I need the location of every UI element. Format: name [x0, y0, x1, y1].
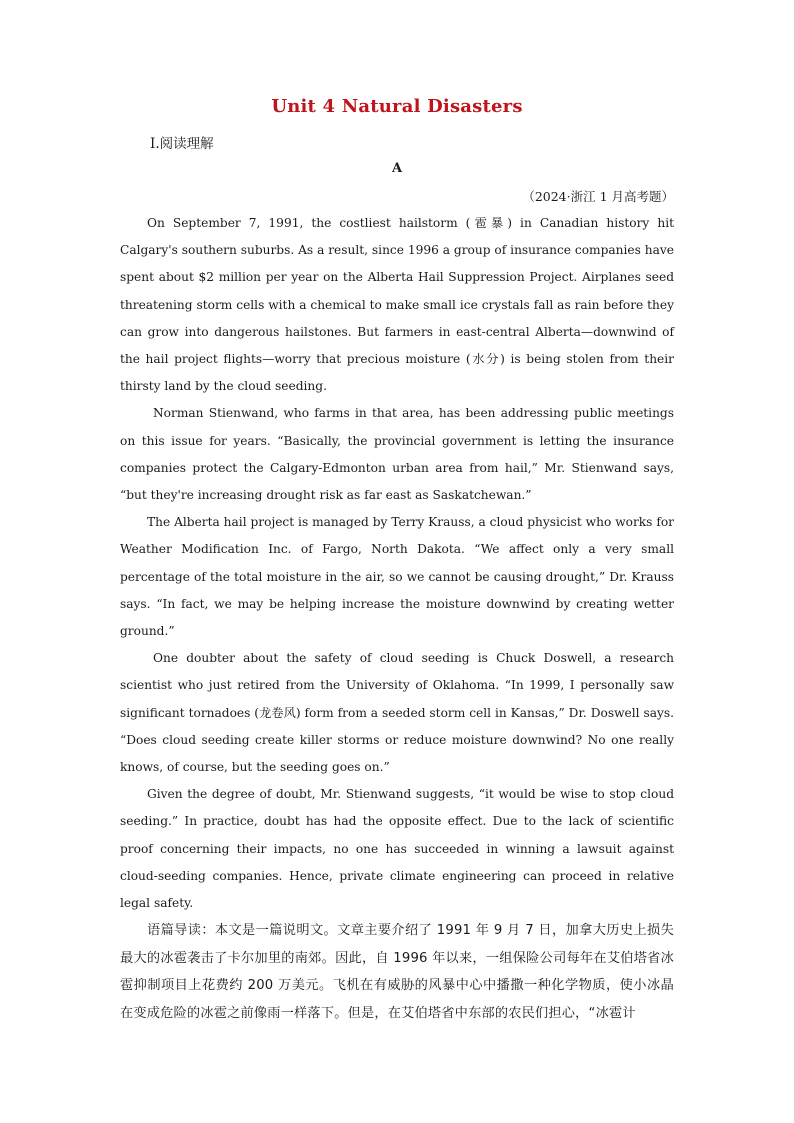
passage-body: [120, 210, 674, 1027]
paragraph-5: Given the degree of doubt, Mr. Stienwand suggests, “it would be wise to stop cloud seeding.” In practice, doubt has had the opposite effect. Due to the lack of scientific proof concerning their impacts, no one has succeeded in winning a lawsuit against cloud-seeding companies. Hence, private climate engineering can proceed in relative legal safety.: [120, 787, 674, 911]
paragraph-4: One doubter about the safety of cloud seeding is Chuck Doswell, a research scientist who just retired from the University of Oklahoma. “In 1999, I personally saw significant tornadoes (龙卷风) form from a seeded storm cell in Kansas,” Dr. Doswell says. “Does cloud seeding create killer storms or reduce moisture downwind? No one really knows, of course, but the seeding goes on.”: [120, 651, 674, 775]
section-label: Ⅰ.阅读理解: [150, 136, 214, 152]
passage-label: A: [391, 161, 403, 176]
paragraph-3: The Alberta hail project is managed by Terry Krauss, a cloud physicist who works for Weather Modification Inc. of Fargo, North Dakota. “We affect only a very small percentage of the total moisture in the air, so we cannot be causing drought,” Dr. Krauss says. “In fact, we may be helping increase the moisture downwind by creating wetter ground.”: [120, 515, 674, 639]
unit-title: Unit 4 Natural Disasters: [271, 96, 523, 117]
paragraph-1: On September 7, 1991, the costliest hailstorm (雹暴) in Canadian history hit Calgary's southern suburbs. As a result, since 1996 a group of insurance companies have spent about $2 million per year on the Alberta Hail Suppression Project. Airplanes seed threatening storm cells with a chemical to make small ice crystals fall as rain before they can grow into dangerous hailstones. But farmers in east-central Alberta—downwind of the hail project flights—worry that precious moisture (水分) is being stolen from their thirsty land by the cloud seeding.: [120, 216, 674, 394]
source-note: （2024·浙江 1 月高考题）: [522, 189, 674, 204]
paragraph-2: Norman Stienwand, who farms in that area, has been addressing public meetings on this issue for years. “Basically, the provincial government is letting the insurance companies protect the Calgary-Edmonton urban area from hail,” Mr. Stienwand says, “but they're increasing drought risk as far east as Saskatchewan.”: [120, 406, 674, 503]
passage-guide: 语篇导读：本文是一篇说明文。文章主要介绍了 1991 年 9 月 7 日，加拿大历史上损失最大的冰雹袭击了卡尔加里的南郊。因此，自 1996 年以来，一组保险公司每年在艾伯塔省冰雹抑制项目上花费约 200 万美元。飞机在有威胁的风暴中心中播撒一种化学物质，使小冰晶在变成危险的冰雹之前像雨一样落下。但是，在艾伯塔省中东部的农民们担心，“冰雹计: [120, 923, 674, 1021]
